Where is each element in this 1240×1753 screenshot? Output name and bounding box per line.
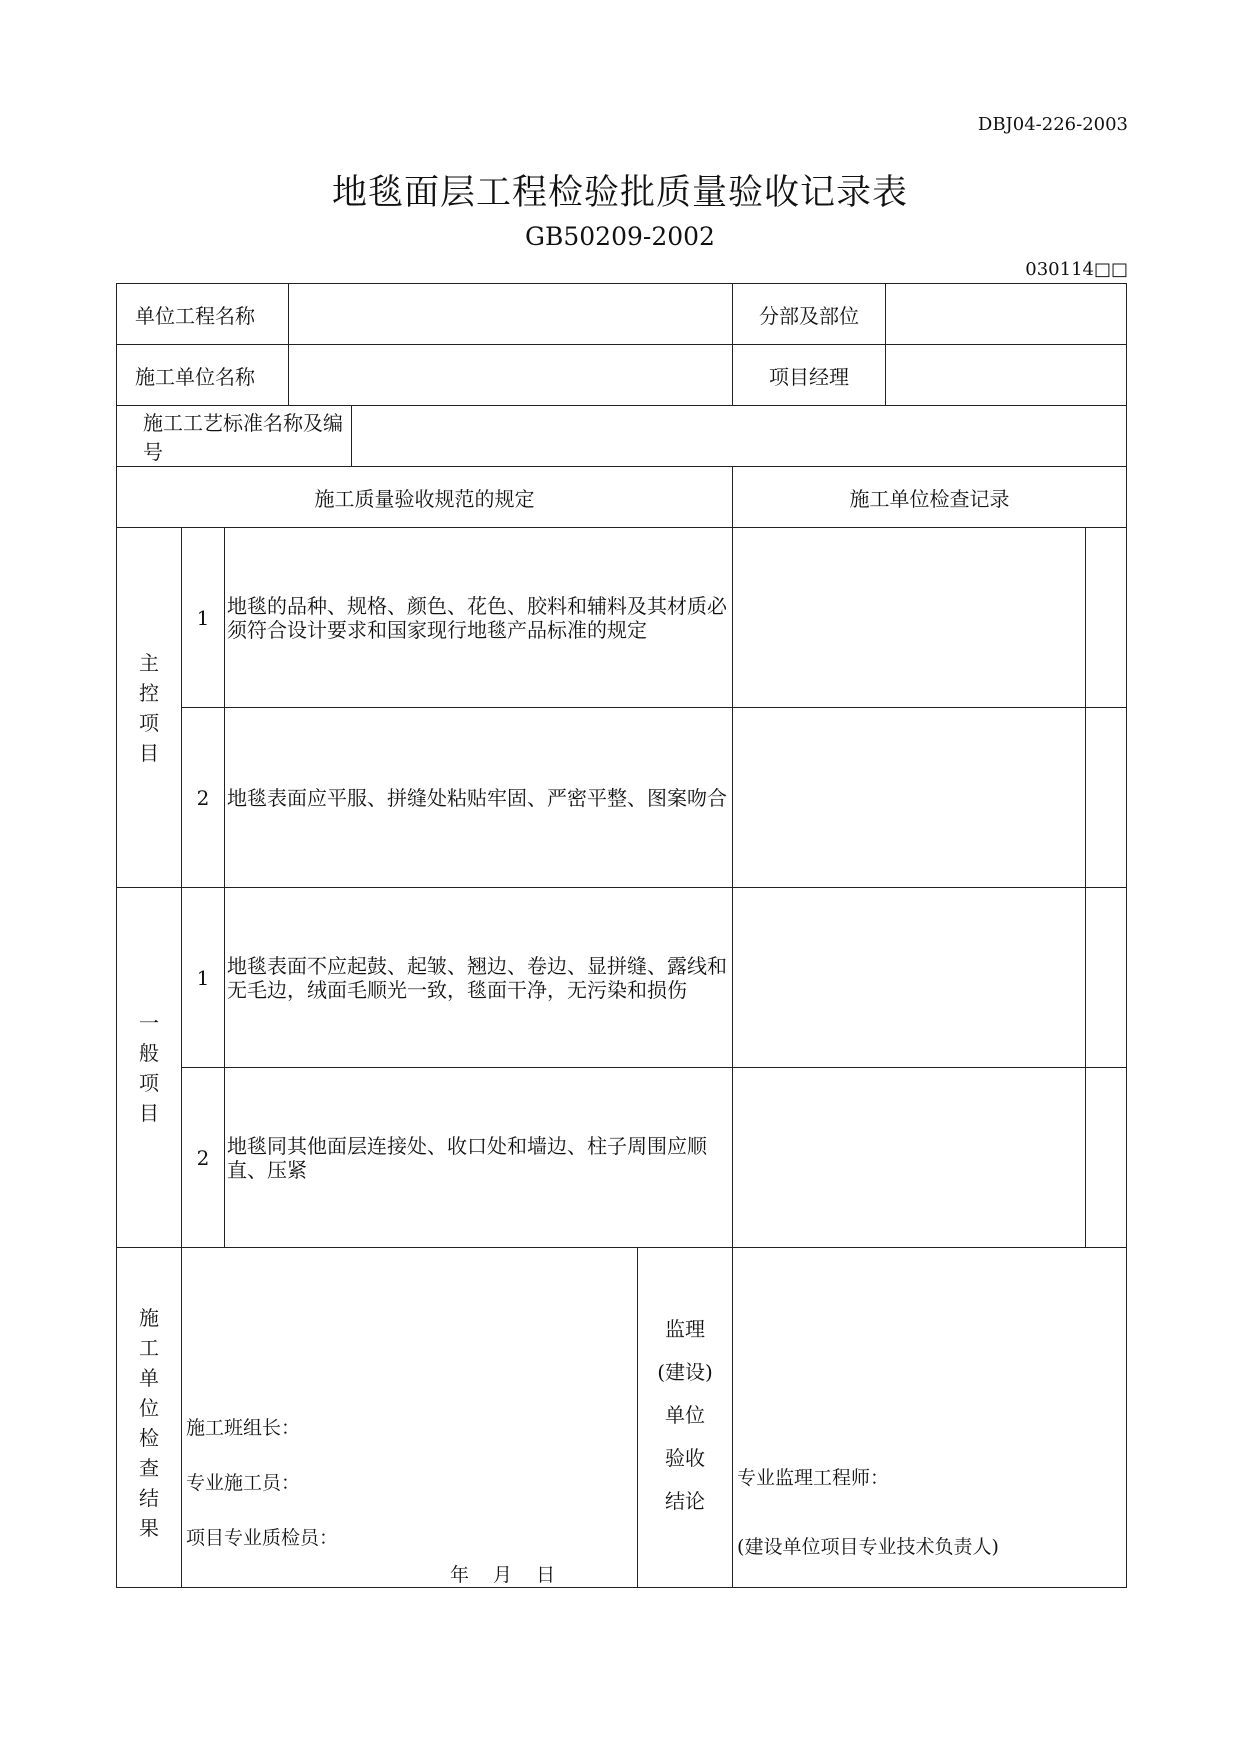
general-row-1 <box>117 888 1127 1068</box>
inspection-table <box>116 283 1127 1588</box>
quality-inspector-label: 项目专业质检员： <box>186 1527 339 1549</box>
page-title: 地毯面层工程检验批质量验收记录表 <box>331 173 908 213</box>
general-item-1-record[interactable] <box>733 888 1086 1068</box>
process-standard-label: 施工工艺标准名称及编号 <box>117 406 352 467</box>
spec-header: 施工质量验收规范的规定 <box>117 467 733 528</box>
owner-rep-label: (建设单位项目专业技术负责人) <box>737 1536 999 1558</box>
main-control-item-2-text: 地毯表面应平服、拼缝处粘贴牢固、严密平整、图案吻合 <box>225 708 733 888</box>
doc-code: DBJ04-226-2003 <box>977 114 1128 135</box>
specialist-label: 专业施工员： <box>186 1472 301 1494</box>
general-item-2-mark[interactable] <box>1086 1068 1127 1248</box>
process-standard-value[interactable] <box>352 406 1127 467</box>
project-manager-label: 项目经理 <box>733 345 886 406</box>
unit-project-value[interactable] <box>289 284 733 345</box>
main-control-item-2-record[interactable] <box>733 708 1086 888</box>
general-label: 一 般 项 目 <box>117 888 182 1248</box>
project-manager-value[interactable] <box>886 345 1127 406</box>
supervision-conclusion[interactable] <box>733 1248 1127 1588</box>
info-row-2 <box>117 345 1127 406</box>
main-control-item-1-text: 地毯的品种、规格、颜色、花色、胶料和辅料及其材质必须符合设计要求和国家现行地毯产品标准的规定 <box>225 528 733 708</box>
construction-unit-value[interactable] <box>289 345 733 406</box>
standard-code: GB50209-2002 <box>525 222 715 251</box>
item-number: 1 <box>182 888 225 1068</box>
main-control-item-1-record[interactable] <box>733 528 1086 708</box>
table-header-row <box>117 467 1127 528</box>
supervision-engineer-label: 专业监理工程师： <box>737 1467 890 1489</box>
item-number: 2 <box>182 708 225 888</box>
info-row-1 <box>117 284 1127 345</box>
form-number: 030114□□ <box>1025 259 1128 280</box>
date-label: 年 月 日 <box>450 1564 556 1586</box>
main-control-item-2-mark[interactable] <box>1086 708 1127 888</box>
general-item-1-mark[interactable] <box>1086 888 1127 1068</box>
check-record-header: 施工单位检查记录 <box>733 467 1127 528</box>
construction-check-result[interactable] <box>182 1248 638 1588</box>
construction-unit-label: 施工单位名称 <box>117 345 289 406</box>
sub-part-value[interactable] <box>886 284 1127 345</box>
supervision-label: 监理 (建设) 单位 验收 结论 <box>638 1248 733 1588</box>
general-row-2 <box>117 1068 1127 1248</box>
sub-part-label: 分部及部位 <box>733 284 886 345</box>
general-item-2-record[interactable] <box>733 1068 1086 1248</box>
main-control-row-1 <box>117 528 1127 708</box>
main-control-label: 主 控 项 目 <box>117 528 182 888</box>
main-control-item-1-mark[interactable] <box>1086 528 1127 708</box>
info-row-3 <box>117 406 1127 467</box>
general-item-2-text: 地毯同其他面层连接处、收口处和墙边、柱子周围应顺直、压紧 <box>225 1068 733 1248</box>
item-number: 1 <box>182 528 225 708</box>
main-control-row-2 <box>117 708 1127 888</box>
unit-project-label: 单位工程名称 <box>117 284 289 345</box>
team-leader-label: 施工班组长： <box>186 1417 301 1439</box>
conclusion-row <box>117 1248 1127 1588</box>
item-number: 2 <box>182 1068 225 1248</box>
general-item-1-text: 地毯表面不应起鼓、起皱、翘边、卷边、显拼缝、露线和无毛边，绒面毛顺光一致，毯面干净，无污染和损伤 <box>225 888 733 1068</box>
construction-check-label: 施 工 单 位 检 查 结 果 <box>117 1248 182 1588</box>
